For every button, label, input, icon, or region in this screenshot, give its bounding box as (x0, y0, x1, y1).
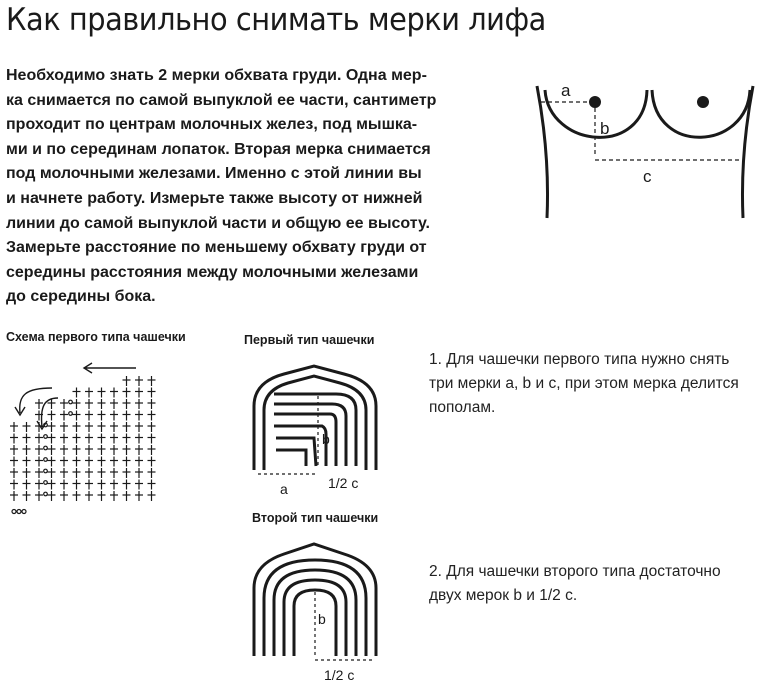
intro-line: Замерьте расстояние по меньшему обхвату груди от (6, 239, 427, 257)
note-type2-line: 2. Для чашечки второго типа достаточно (429, 563, 721, 580)
note-type1-line: пополам. (429, 399, 496, 416)
note-type2-line: двух мерок b и 1/2 с. (429, 587, 578, 604)
scheme-caption: Схема первого типа чашечки (6, 330, 186, 344)
left-nipple-dot (589, 96, 601, 108)
crochet-chain-loop (44, 446, 48, 450)
intro-paragraph (6, 64, 506, 310)
intro-line: ми и по серединам лопаток. Вторая мерка снимается (6, 140, 431, 158)
intro-line: и начнете работу. Измерьте также высоту от нижней (6, 189, 423, 207)
crochet-chain-loop (17, 510, 21, 514)
intro-line: ка снимается по самой выпуклой ее части, сантиметр (6, 91, 437, 109)
crochet-chain-loop (69, 400, 73, 404)
crochet-chain-loop (12, 510, 16, 514)
intro-line: под молочными железами. Именно с этой линии вы (6, 165, 422, 183)
crochet-chain-loop (44, 481, 48, 485)
crochet-chain-loop (44, 458, 48, 462)
cup1-label-a: a (280, 481, 288, 497)
crochet-chain-loop (44, 492, 48, 496)
label-a: a (561, 81, 571, 100)
cup1-label-half-c: 1/2 с (328, 475, 359, 491)
torso-left-outline (537, 86, 548, 218)
label-c: c (643, 167, 652, 186)
label-b: b (600, 119, 610, 138)
page-title: Как правильно снимать мерки лифа (6, 2, 546, 38)
intro-line: середины расстояния между молочными железами (6, 263, 419, 281)
intro-line: проходит по центрам молочных желез, под мышка- (6, 116, 418, 134)
crochet-chain-loop (44, 469, 48, 473)
cup1-row-5 (276, 438, 316, 466)
crochet-scheme (6, 355, 181, 520)
crochet-chain-loop (22, 510, 26, 514)
cup1-row-6 (276, 450, 306, 466)
note-type2 (429, 560, 721, 608)
cup-type1-caption: Первый тип чашечки (244, 333, 375, 347)
cup-type2-caption: Второй тип чашечки (252, 511, 379, 525)
note-type1 (429, 348, 739, 420)
note-type1-line: 1. Для чашечки первого типа нужно снять (429, 351, 730, 368)
cup2-label-b: b (318, 611, 326, 627)
crochet-chain-loop (44, 435, 48, 439)
intro-line: линии до самой выпуклой части и общую ее высоту. (6, 214, 430, 232)
note-type1-line: три мерки a, b и с, при этом мерка делится (429, 375, 739, 392)
cup1-label-b: b (322, 431, 330, 447)
bust-measurement-figure (525, 78, 775, 223)
intro-line: до середины бока. (6, 288, 156, 306)
crochet-chain-loop (69, 412, 73, 416)
intro-line: Необходимо знать 2 мерки обхвата груди. Одна мер- (6, 67, 427, 84)
right-nipple-dot (697, 96, 709, 108)
cup-type2-diagram (244, 538, 394, 686)
arrow-left-top (84, 363, 136, 373)
cup2-label-half-c: 1/2 с (324, 667, 355, 683)
cup-type1-diagram (244, 358, 394, 498)
